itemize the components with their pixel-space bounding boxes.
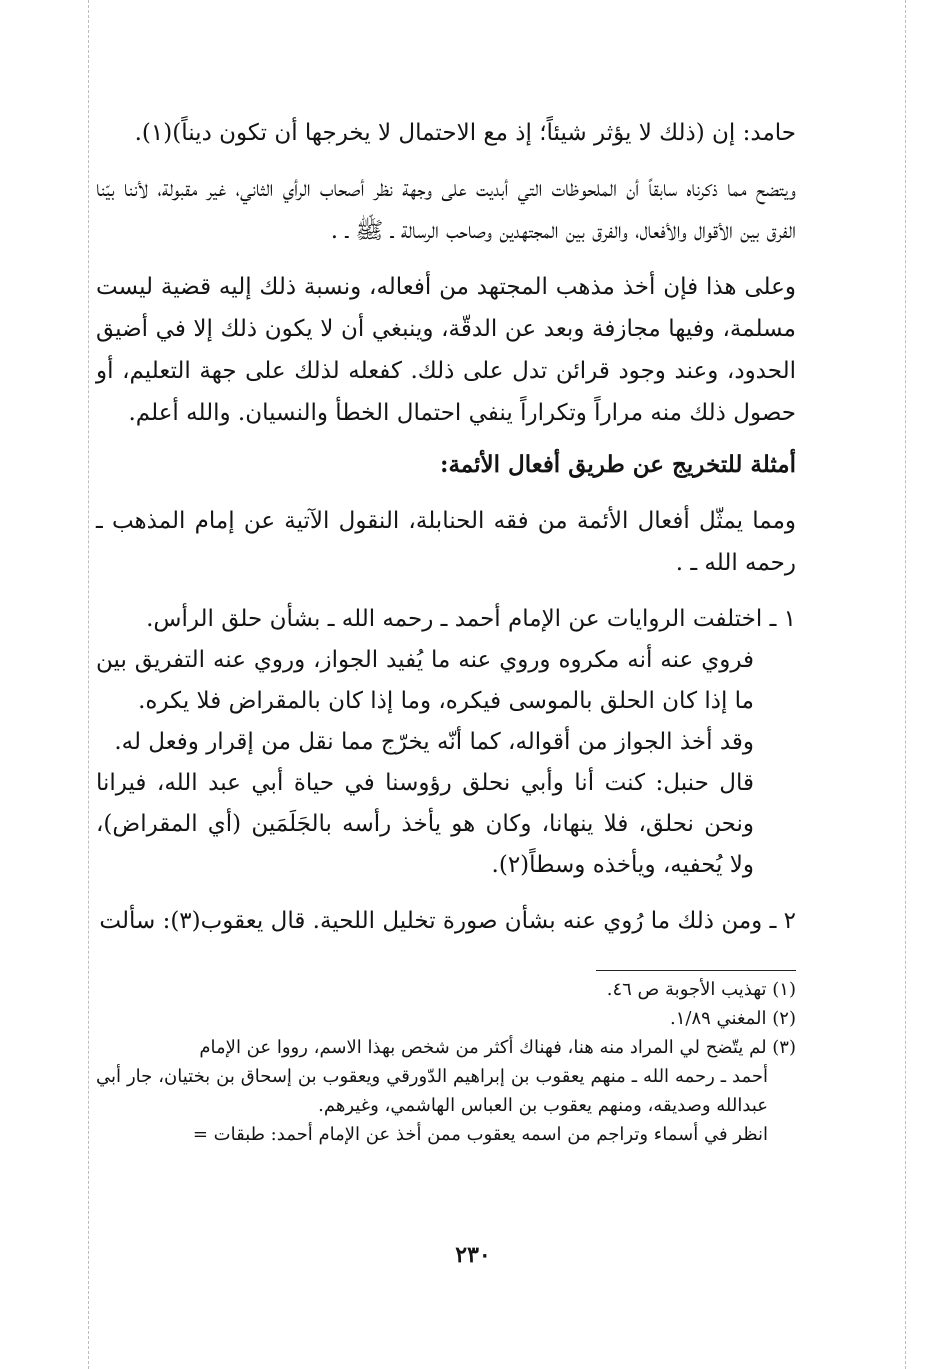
paragraph-2: ويتضح مما ذكرناه سابقاً أن الملحوظات التي أبديت على وجهة نظر أصحاب الرأي الثاني، غير مقبولة، لأننا بيّنا الفرق بين الأقوال والأفعال، والفرق بين المجتهدين وصاحب الرسالة ـ ﷺ ـ . bbox=[96, 176, 796, 244]
page-number: ٢٣٠ bbox=[455, 1242, 491, 1268]
margin-guide-left bbox=[88, 0, 89, 1369]
footnote-3-continuation: أحمد ـ رحمه الله ـ منهم يعقوب بن إبراهيم الدّورقي ويعقوب بن إسحاق بن بختيان، جار أبي عبدالله وصديقه، ومنهم يعقوب بن العباس الهاشمي، وغيرهم. bbox=[96, 1066, 768, 1116]
paragraph-3: وعلى هذا فإن أخذ مذهب المجتهد من أفعاله، ونسبة ذلك إليه قضية ليست مسلمة، وفيها مجازفة وبعد عن الدقّة، وينبغي أن لا يكون ذلك إلا في أضيق الحدود، وعند وجود قرائن تدل على ذلك. كفعله لذلك على جهة التعليم، أو حصول ذلك منه مراراً وتكراراً ينفي احتمال الخطأ والنسيان. والله أعلم. bbox=[96, 274, 796, 426]
footnote-1: (١) تهذيب الأجوبة ص ٤٦. bbox=[606, 979, 796, 1000]
section-heading: أمثلة للتخريج عن طريق أفعال الأئمة: bbox=[439, 451, 796, 478]
page-text-block bbox=[96, 112, 796, 1149]
paragraph-1: حامد: إن (ذلك لا يؤثر شيئاً؛ إذ مع الاحتمال لا يخرجها أن تكون ديناً)(١). bbox=[134, 120, 796, 146]
list-item-1: ١ ـ اختلفت الروايات عن الإمام أحمد ـ رحمه الله ـ بشأن حلق الرأس. bbox=[146, 606, 796, 632]
footnote-separator bbox=[596, 970, 796, 971]
footnote-2: (٢) المغني ١/٨٩. bbox=[670, 1008, 796, 1029]
margin-guide-right bbox=[905, 0, 906, 1369]
list-item-1-detail-a: فروي عنه أنه مكروه وروي عنه ما يُفيد الجواز، وروي عنه التفريق بين ما إذا كان الحلق بالموسى فيكره، وما إذا كان بالمقراض فلا يكره. bbox=[96, 647, 754, 714]
list-item-1-detail-b: وقد أخذ الجواز من أقواله، كما أنّه يخرّج مما نقل من إقرار وفعل له. bbox=[114, 729, 754, 755]
list-item-2: ٢ ـ ومن ذلك ما رُوي عنه بشأن صورة تخليل اللحية. قال يعقوب(٣): سألت bbox=[99, 908, 796, 934]
list-item-1-detail-c: قال حنبل: كنت أنا وأبي نحلق رؤوسنا في حياة أبي عبد الله، فيرانا ونحن نحلق، فلا ينهانا، وكان هو يأخذ رأسه بالجَلَمَين (أي المقراض)، ولا يُحفيه، ويأخذه وسطاً(٢). bbox=[96, 770, 754, 878]
footnote-3: (٣) لم يتّضح لي المراد منه هنا، فهناك أكثر من شخص بهذا الاسم، رووا عن الإمام bbox=[199, 1037, 796, 1058]
paragraph-4: ومما يمثّل أفعال الأئمة من فقه الحنابلة، النقول الآتية عن إمام المذهب ـ رحمه الله ـ . bbox=[96, 508, 796, 576]
footnote-3-reference: انظر في أسماء وتراجم من اسمه يعقوب ممن أخذ عن الإمام أحمد: طبقات = bbox=[192, 1124, 768, 1145]
